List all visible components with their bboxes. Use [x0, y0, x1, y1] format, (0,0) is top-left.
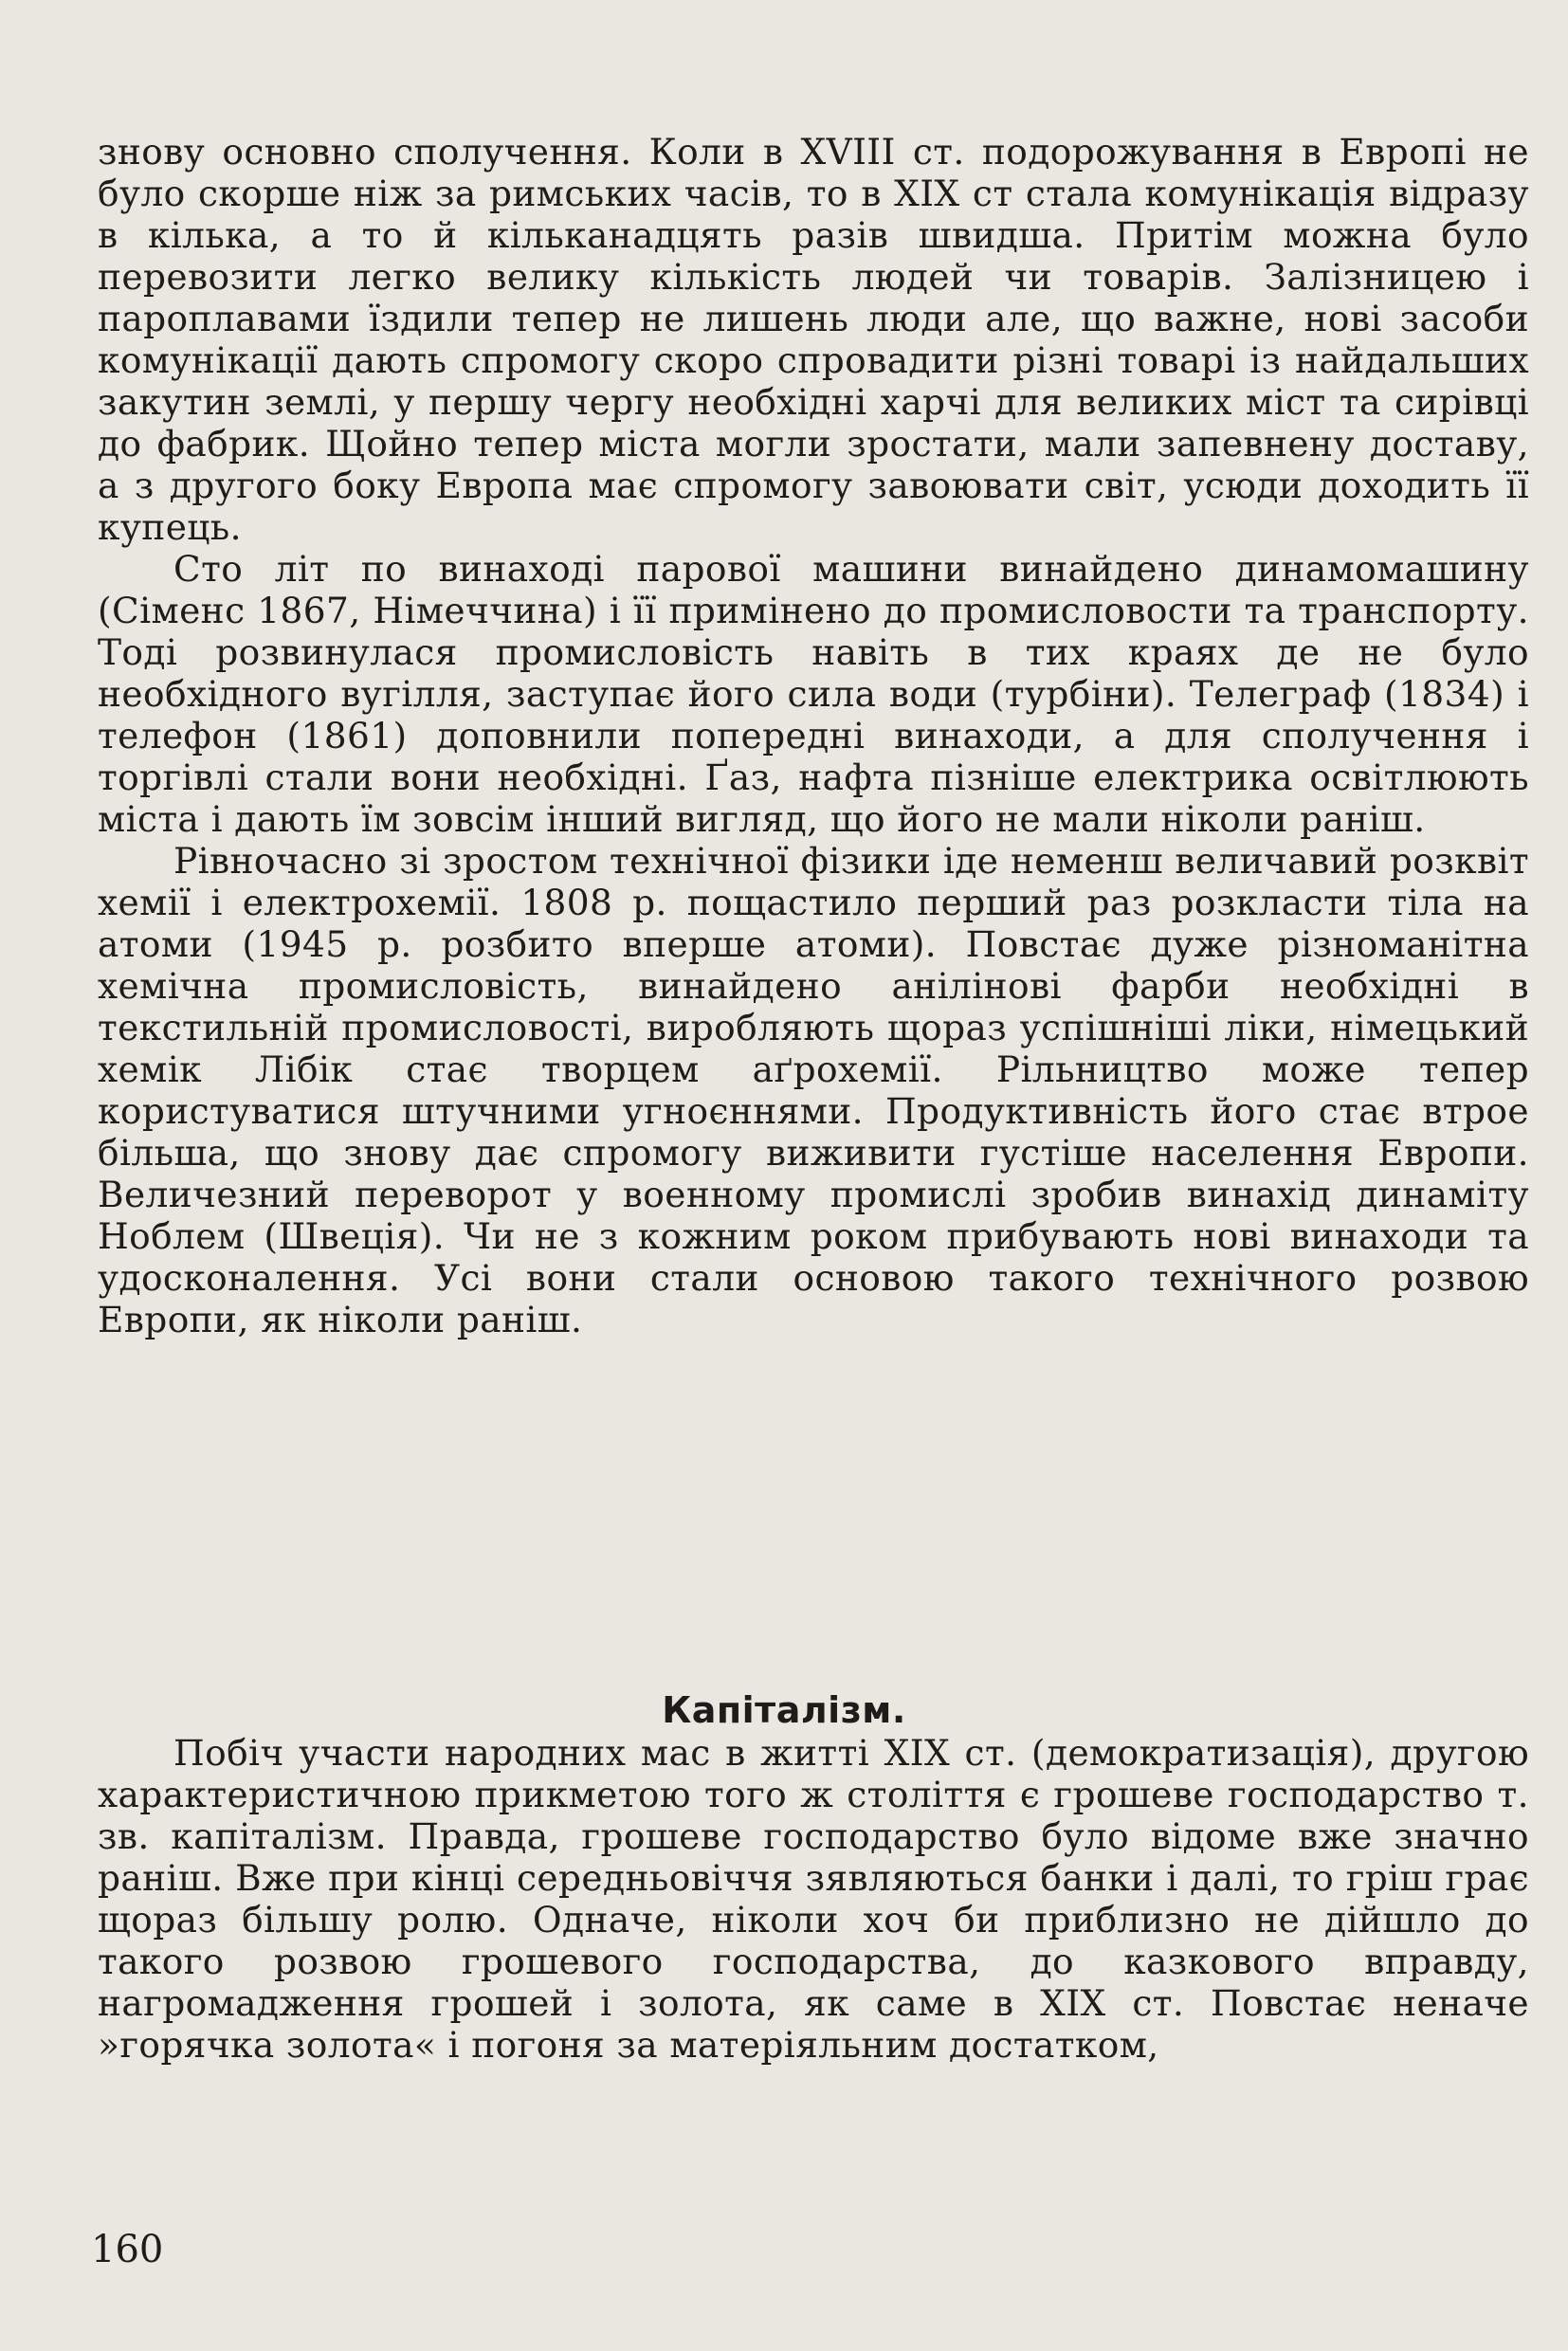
- section-heading: Капіталізм.: [662, 1689, 906, 1731]
- paragraph-capitalism: Побіч участи народних мас в житті XIX ст. (демократизація), другою характеристичною прикметою того ж століття є грошеве господарство т. зв. капіталізм. Правда, грошеве господарство було відоме вже значно раніш. Вже при кінці середньовіччя зявляються банки і далі, то гріш грає щораз більшу ролю. Одначе, ніколи хоч би приблизно не дійшло до такого розвою грошевого господарства, до казкового вправду, нагромадження грошей і золота, як саме в XIX ст. Повстає неначе »горячка золота« і погоня за матеріяльним достатком,: [98, 1732, 1529, 2066]
- paragraph-continued: знову основно сполучення. Коли в XVIII ст. подорожування в Европі не було скорше ніж за римських часів, то в XIX ст стала комунікація відразу в кілька, а то й кільканадцять разів швидша. Притім можна було перевозити легко велику кількість людей чи товарів. Залізницею і пароплавами їздили тепер не лишень люди але, що важне, нові засоби комунікації дають спромогу скоро спровадити різні товарі із найдальших закутин землі, у першу чергу необхідні харчі для великих міст та сирівці до фабрик. Щойно тепер міста могли зростати, мали запевнену доставу, а з другого боку Европа має спромогу завоювати світ, усюди доходить її купець.: [98, 131, 1529, 548]
- paragraph-chemistry: Рівночасно зі зростом технічної фізики іде неменш величавий розквіт хемії і електрохемії. 1808 р. пощастило перший раз розкласти тіла на атоми (1945 р. розбито вперше атоми). Повстає дуже різноманітна хемічна промисловість, винайдено анілінові фарби необхідні в текстильній промисловості, виробляють щораз успішніші ліки, німецький хемік Лібік стає творцем аґрохемії. Рільництво може тепер користуватися штучними угноєннями. Продуктивність його стає втрое більша, що знову дає спромогу виживити густіше населення Европи. Величезний переворот у военному промислі зробив винахід динаміту Ноблем (Швеція). Чи не з кожним роком прибувають нові винаходи та удосконалення. Усі вони стали основою такого технічного розвою Европи, як ніколи раніш.: [98, 840, 1529, 1340]
- page-number: 160: [91, 2228, 164, 2271]
- paragraph-dynamo: Сто літ по винаході парової машини винайдено динамомашину (Сіменс 1867, Німеччина) і її примінено до промисловости та транспорту. Тоді розвинулася промисловість навіть в тих краях де не було необхідного вугілля, заступає його сила води (турбіни). Телеграф (1834) і телефон (1861) доповнили попередні винаходи, а для сполучення і торгівлі стали вони необхідні. Ґаз, нафта пізніше електрика освітлюють міста і дають їм зовсім інший вигляд, що його не мали ніколи раніш.: [98, 548, 1529, 840]
- section-text: [98, 1732, 1529, 2066]
- main-text: [98, 131, 1529, 1340]
